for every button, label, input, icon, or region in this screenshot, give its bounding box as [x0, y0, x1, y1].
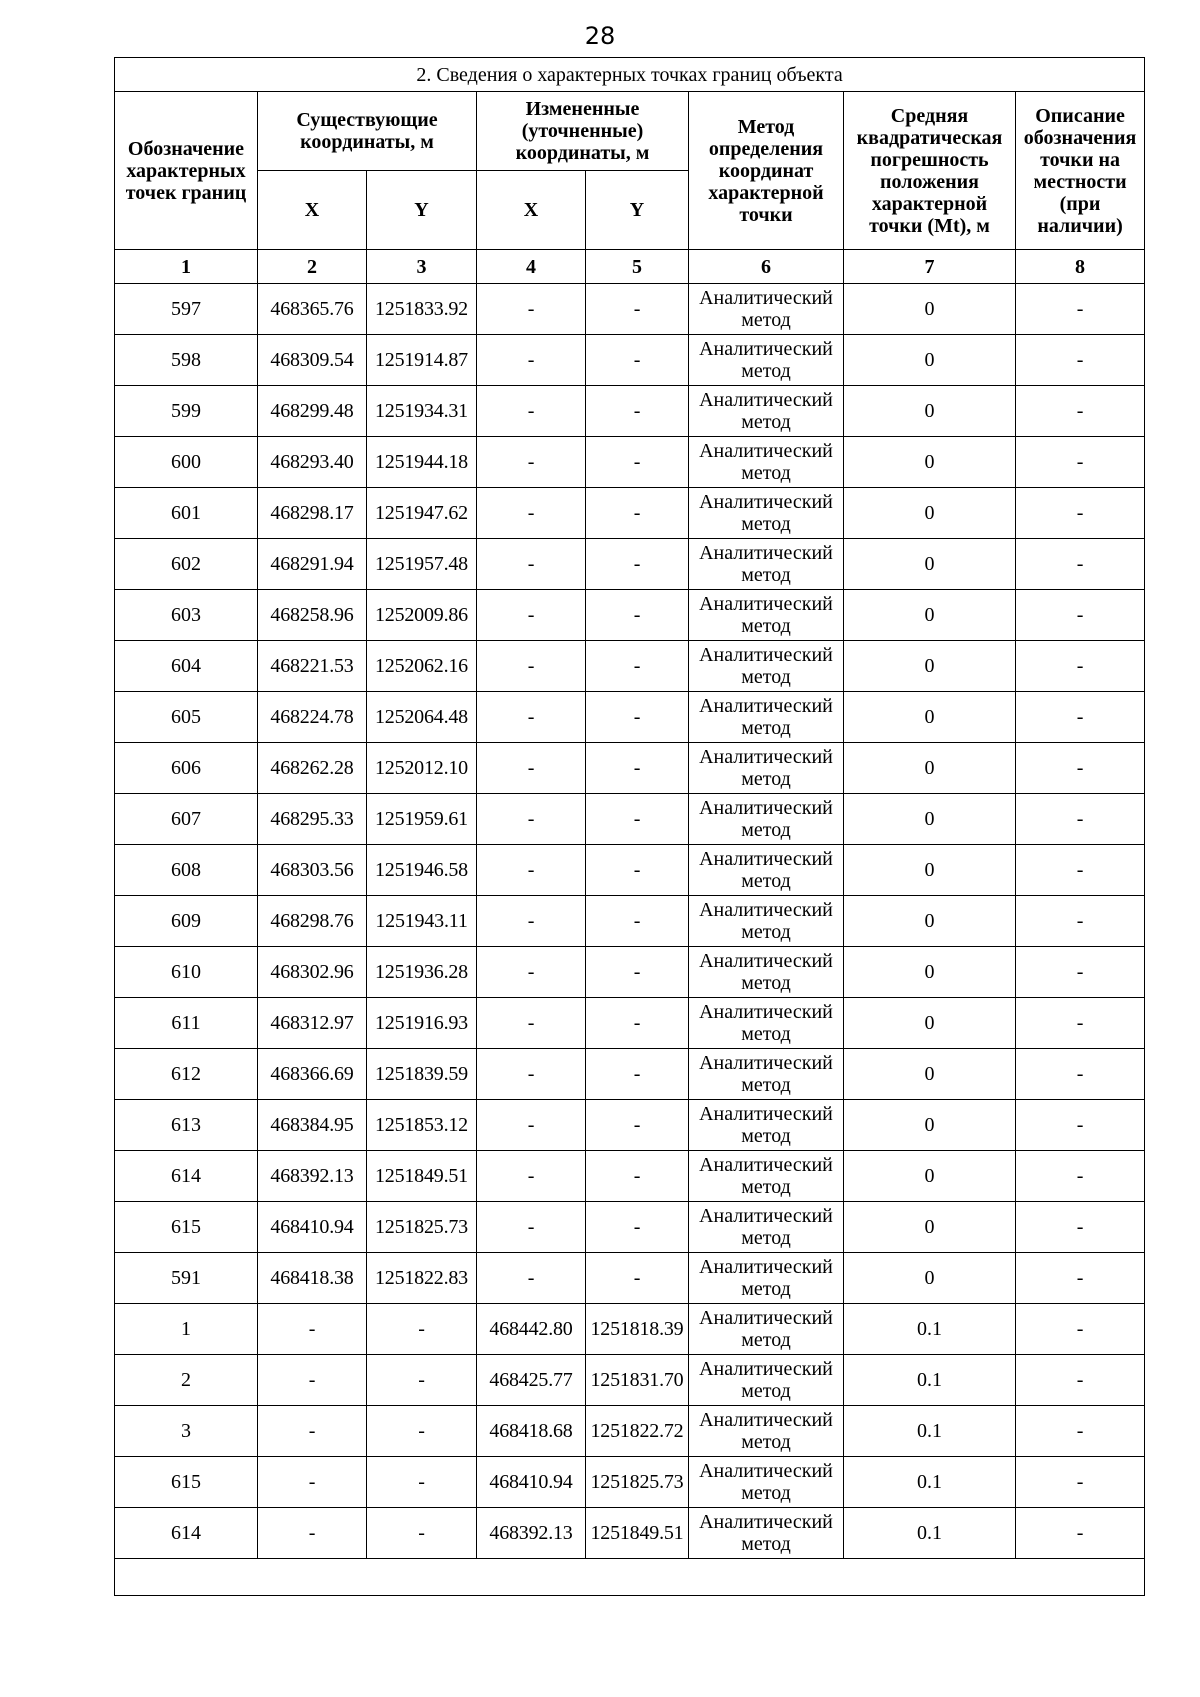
changed-x-cell: 468410.94: [477, 1457, 586, 1508]
column-number: 7: [844, 250, 1016, 284]
mean-error-cell: 0: [844, 641, 1016, 692]
method-cell: Аналитический метод: [689, 1355, 844, 1406]
changed-x-cell: -: [477, 590, 586, 641]
changed-y-cell: 1251825.73: [586, 1457, 689, 1508]
mean-error-cell: 0: [844, 539, 1016, 590]
changed-y-cell: 1251849.51: [586, 1508, 689, 1559]
point-id-cell: 610: [115, 947, 258, 998]
description-cell: -: [1016, 539, 1145, 590]
existing-y-cell: 1251839.59: [367, 1049, 477, 1100]
changed-y-cell: -: [586, 692, 689, 743]
column-number: 5: [586, 250, 689, 284]
method-cell: Аналитический метод: [689, 1100, 844, 1151]
changed-x-cell: 468442.80: [477, 1304, 586, 1355]
existing-y-cell: 1251957.48: [367, 539, 477, 590]
table-row: [115, 1457, 1145, 1508]
existing-x-cell: 468291.94: [258, 539, 367, 590]
changed-x-cell: -: [477, 743, 586, 794]
existing-x-cell: 468224.78: [258, 692, 367, 743]
table-row: [115, 1253, 1145, 1304]
header-designation: Обозначение характерных точек границ: [115, 92, 258, 250]
changed-y-cell: -: [586, 641, 689, 692]
changed-y-cell: -: [586, 284, 689, 335]
existing-x-cell: 468365.76: [258, 284, 367, 335]
description-cell: -: [1016, 845, 1145, 896]
point-id-cell: 607: [115, 794, 258, 845]
description-cell: -: [1016, 1253, 1145, 1304]
changed-x-cell: -: [477, 1151, 586, 1202]
column-number: 6: [689, 250, 844, 284]
description-cell: -: [1016, 1457, 1145, 1508]
method-cell: Аналитический метод: [689, 845, 844, 896]
existing-y-cell: 1251849.51: [367, 1151, 477, 1202]
existing-x-cell: -: [258, 1304, 367, 1355]
mean-error-cell: 0: [844, 488, 1016, 539]
description-cell: -: [1016, 743, 1145, 794]
method-cell: Аналитический метод: [689, 1508, 844, 1559]
mean-error-cell: 0.1: [844, 1457, 1016, 1508]
changed-y-cell: -: [586, 1151, 689, 1202]
table-row: [115, 845, 1145, 896]
changed-y-cell: -: [586, 437, 689, 488]
changed-y-cell: -: [586, 1253, 689, 1304]
mean-error-cell: 0.1: [844, 1406, 1016, 1457]
method-cell: Аналитический метод: [689, 692, 844, 743]
changed-x-cell: -: [477, 437, 586, 488]
changed-x-cell: 468392.13: [477, 1508, 586, 1559]
method-cell: Аналитический метод: [689, 1049, 844, 1100]
changed-y-cell: -: [586, 1202, 689, 1253]
existing-y-cell: 1251943.11: [367, 896, 477, 947]
existing-x-cell: 468295.33: [258, 794, 367, 845]
point-id-cell: 604: [115, 641, 258, 692]
table-row: [115, 488, 1145, 539]
changed-x-cell: -: [477, 794, 586, 845]
mean-error-cell: 0.1: [844, 1508, 1016, 1559]
changed-x-cell: -: [477, 947, 586, 998]
changed-x-cell: -: [477, 284, 586, 335]
point-id-cell: 600: [115, 437, 258, 488]
mean-error-cell: 0: [844, 692, 1016, 743]
existing-x-cell: 468418.38: [258, 1253, 367, 1304]
existing-x-cell: 468384.95: [258, 1100, 367, 1151]
existing-x-cell: 468303.56: [258, 845, 367, 896]
header-changed-y: Y: [586, 171, 689, 250]
description-cell: -: [1016, 641, 1145, 692]
section-title: 2. Сведения о характерных точках границ объекта: [115, 58, 1145, 92]
column-number: 2: [258, 250, 367, 284]
existing-y-cell: 1251946.58: [367, 845, 477, 896]
description-cell: -: [1016, 590, 1145, 641]
changed-y-cell: -: [586, 539, 689, 590]
existing-y-cell: 1251959.61: [367, 794, 477, 845]
header-existing-coords: Существующие координаты, м: [258, 92, 477, 171]
existing-y-cell: 1252009.86: [367, 590, 477, 641]
mean-error-cell: 0: [844, 845, 1016, 896]
description-cell: -: [1016, 692, 1145, 743]
column-number-row: [115, 250, 1145, 284]
method-cell: Аналитический метод: [689, 284, 844, 335]
description-cell: -: [1016, 1049, 1145, 1100]
mean-error-cell: 0: [844, 1100, 1016, 1151]
method-cell: Аналитический метод: [689, 437, 844, 488]
column-number: 4: [477, 250, 586, 284]
table-row: [115, 1049, 1145, 1100]
mean-error-cell: 0: [844, 743, 1016, 794]
table-row: [115, 1406, 1145, 1457]
changed-x-cell: -: [477, 845, 586, 896]
changed-y-cell: -: [586, 947, 689, 998]
table-row: [115, 1151, 1145, 1202]
empty-footer-row: [115, 1559, 1145, 1596]
existing-y-cell: 1251833.92: [367, 284, 477, 335]
table-row: [115, 998, 1145, 1049]
existing-y-cell: -: [367, 1304, 477, 1355]
point-id-cell: 615: [115, 1202, 258, 1253]
changed-y-cell: 1251818.39: [586, 1304, 689, 1355]
changed-y-cell: -: [586, 590, 689, 641]
column-number: 1: [115, 250, 258, 284]
method-cell: Аналитический метод: [689, 641, 844, 692]
method-cell: Аналитический метод: [689, 1253, 844, 1304]
mean-error-cell: 0: [844, 1202, 1016, 1253]
mean-error-cell: 0: [844, 335, 1016, 386]
existing-y-cell: 1251936.28: [367, 947, 477, 998]
table-row: [115, 1508, 1145, 1559]
point-id-cell: 606: [115, 743, 258, 794]
mean-error-cell: 0: [844, 590, 1016, 641]
description-cell: -: [1016, 386, 1145, 437]
header-method: Метод определения координат характерной точки: [689, 92, 844, 250]
existing-x-cell: 468309.54: [258, 335, 367, 386]
existing-x-cell: 468298.17: [258, 488, 367, 539]
mean-error-cell: 0: [844, 1049, 1016, 1100]
changed-x-cell: 468418.68: [477, 1406, 586, 1457]
existing-x-cell: -: [258, 1508, 367, 1559]
existing-x-cell: 468312.97: [258, 998, 367, 1049]
description-cell: -: [1016, 1355, 1145, 1406]
point-id-cell: 612: [115, 1049, 258, 1100]
point-id-cell: 3: [115, 1406, 258, 1457]
existing-x-cell: 468298.76: [258, 896, 367, 947]
method-cell: Аналитический метод: [689, 1202, 844, 1253]
table-row: [115, 794, 1145, 845]
mean-error-cell: 0: [844, 386, 1016, 437]
point-id-cell: 613: [115, 1100, 258, 1151]
changed-y-cell: -: [586, 743, 689, 794]
existing-y-cell: 1251934.31: [367, 386, 477, 437]
changed-y-cell: 1251831.70: [586, 1355, 689, 1406]
table-row: [115, 590, 1145, 641]
mean-error-cell: 0: [844, 896, 1016, 947]
method-cell: Аналитический метод: [689, 794, 844, 845]
empty-cell: [115, 1559, 1145, 1596]
method-cell: Аналитический метод: [689, 488, 844, 539]
description-cell: -: [1016, 794, 1145, 845]
point-id-cell: 602: [115, 539, 258, 590]
existing-x-cell: 468302.96: [258, 947, 367, 998]
point-id-cell: 611: [115, 998, 258, 1049]
changed-y-cell: -: [586, 896, 689, 947]
method-cell: Аналитический метод: [689, 1151, 844, 1202]
table-row: [115, 641, 1145, 692]
mean-error-cell: 0: [844, 437, 1016, 488]
changed-y-cell: 1251822.72: [586, 1406, 689, 1457]
existing-x-cell: 468221.53: [258, 641, 367, 692]
changed-x-cell: -: [477, 1049, 586, 1100]
description-cell: -: [1016, 1304, 1145, 1355]
point-id-cell: 1: [115, 1304, 258, 1355]
description-cell: -: [1016, 284, 1145, 335]
point-id-cell: 615: [115, 1457, 258, 1508]
table-row: [115, 386, 1145, 437]
existing-y-cell: 1251916.93: [367, 998, 477, 1049]
point-id-cell: 614: [115, 1151, 258, 1202]
method-cell: Аналитический метод: [689, 590, 844, 641]
description-cell: -: [1016, 947, 1145, 998]
existing-y-cell: 1251825.73: [367, 1202, 477, 1253]
page-number: 28: [584, 22, 616, 50]
table-row: [115, 1304, 1145, 1355]
description-cell: -: [1016, 1100, 1145, 1151]
column-number: 8: [1016, 250, 1145, 284]
description-cell: -: [1016, 998, 1145, 1049]
description-cell: -: [1016, 1151, 1145, 1202]
changed-x-cell: -: [477, 692, 586, 743]
method-cell: Аналитический метод: [689, 335, 844, 386]
existing-x-cell: 468293.40: [258, 437, 367, 488]
existing-x-cell: 468366.69: [258, 1049, 367, 1100]
changed-x-cell: -: [477, 386, 586, 437]
mean-error-cell: 0: [844, 284, 1016, 335]
method-cell: Аналитический метод: [689, 998, 844, 1049]
changed-y-cell: -: [586, 386, 689, 437]
existing-y-cell: 1251822.83: [367, 1253, 477, 1304]
description-cell: -: [1016, 896, 1145, 947]
changed-x-cell: -: [477, 1253, 586, 1304]
changed-y-cell: -: [586, 335, 689, 386]
existing-y-cell: -: [367, 1508, 477, 1559]
description-cell: -: [1016, 1406, 1145, 1457]
changed-x-cell: -: [477, 488, 586, 539]
existing-x-cell: 468392.13: [258, 1151, 367, 1202]
changed-y-cell: -: [586, 998, 689, 1049]
mean-error-cell: 0.1: [844, 1355, 1016, 1406]
method-cell: Аналитический метод: [689, 386, 844, 437]
mean-error-cell: 0: [844, 998, 1016, 1049]
existing-y-cell: 1252064.48: [367, 692, 477, 743]
existing-x-cell: -: [258, 1355, 367, 1406]
existing-y-cell: 1251947.62: [367, 488, 477, 539]
changed-x-cell: 468425.77: [477, 1355, 586, 1406]
method-cell: Аналитический метод: [689, 743, 844, 794]
point-id-cell: 601: [115, 488, 258, 539]
point-id-cell: 2: [115, 1355, 258, 1406]
table-row: [115, 1100, 1145, 1151]
point-id-cell: 599: [115, 386, 258, 437]
table-row: [115, 335, 1145, 386]
table-row: [115, 743, 1145, 794]
method-cell: Аналитический метод: [689, 1406, 844, 1457]
changed-y-cell: -: [586, 1100, 689, 1151]
point-id-cell: 598: [115, 335, 258, 386]
changed-x-cell: -: [477, 1202, 586, 1253]
method-cell: Аналитический метод: [689, 896, 844, 947]
changed-y-cell: -: [586, 845, 689, 896]
changed-x-cell: -: [477, 896, 586, 947]
point-id-cell: 603: [115, 590, 258, 641]
table-row: [115, 437, 1145, 488]
existing-x-cell: -: [258, 1457, 367, 1508]
point-id-cell: 605: [115, 692, 258, 743]
header-mean-error: Средняя квадратическая погрешность положения характерной точки (Mt), м: [844, 92, 1016, 250]
column-number: 3: [367, 250, 477, 284]
header-changed-coords: Измененные (уточненные) координаты, м: [477, 92, 689, 171]
description-cell: -: [1016, 1202, 1145, 1253]
changed-y-cell: -: [586, 488, 689, 539]
point-id-cell: 591: [115, 1253, 258, 1304]
point-id-cell: 614: [115, 1508, 258, 1559]
table-row: [115, 539, 1145, 590]
changed-x-cell: -: [477, 641, 586, 692]
header-existing-x: X: [258, 171, 367, 250]
changed-x-cell: -: [477, 335, 586, 386]
existing-y-cell: 1251914.87: [367, 335, 477, 386]
existing-y-cell: 1252062.16: [367, 641, 477, 692]
description-cell: -: [1016, 488, 1145, 539]
method-cell: Аналитический метод: [689, 1304, 844, 1355]
header-changed-x: X: [477, 171, 586, 250]
description-cell: -: [1016, 1508, 1145, 1559]
changed-x-cell: -: [477, 998, 586, 1049]
existing-y-cell: -: [367, 1406, 477, 1457]
changed-y-cell: -: [586, 1049, 689, 1100]
description-cell: -: [1016, 437, 1145, 488]
changed-x-cell: -: [477, 539, 586, 590]
description-cell: -: [1016, 335, 1145, 386]
existing-x-cell: 468258.96: [258, 590, 367, 641]
existing-x-cell: -: [258, 1406, 367, 1457]
table-row: [115, 1355, 1145, 1406]
existing-x-cell: 468262.28: [258, 743, 367, 794]
mean-error-cell: 0: [844, 947, 1016, 998]
header-description: Описание обозначения точки на местности (при наличии): [1016, 92, 1145, 250]
existing-x-cell: 468299.48: [258, 386, 367, 437]
table-row: [115, 947, 1145, 998]
table-row: [115, 692, 1145, 743]
point-id-cell: 609: [115, 896, 258, 947]
changed-x-cell: -: [477, 1100, 586, 1151]
table-row: [115, 896, 1145, 947]
method-cell: Аналитический метод: [689, 1457, 844, 1508]
mean-error-cell: 0: [844, 794, 1016, 845]
boundary-points-table: [114, 57, 1145, 1596]
table-row: [115, 1202, 1145, 1253]
table-row: [115, 284, 1145, 335]
existing-y-cell: -: [367, 1355, 477, 1406]
existing-y-cell: 1251853.12: [367, 1100, 477, 1151]
header-existing-y: Y: [367, 171, 477, 250]
mean-error-cell: 0: [844, 1253, 1016, 1304]
existing-y-cell: 1251944.18: [367, 437, 477, 488]
point-id-cell: 597: [115, 284, 258, 335]
changed-y-cell: -: [586, 794, 689, 845]
method-cell: Аналитический метод: [689, 947, 844, 998]
existing-x-cell: 468410.94: [258, 1202, 367, 1253]
point-id-cell: 608: [115, 845, 258, 896]
existing-y-cell: 1252012.10: [367, 743, 477, 794]
existing-y-cell: -: [367, 1457, 477, 1508]
mean-error-cell: 0.1: [844, 1304, 1016, 1355]
mean-error-cell: 0: [844, 1151, 1016, 1202]
method-cell: Аналитический метод: [689, 539, 844, 590]
